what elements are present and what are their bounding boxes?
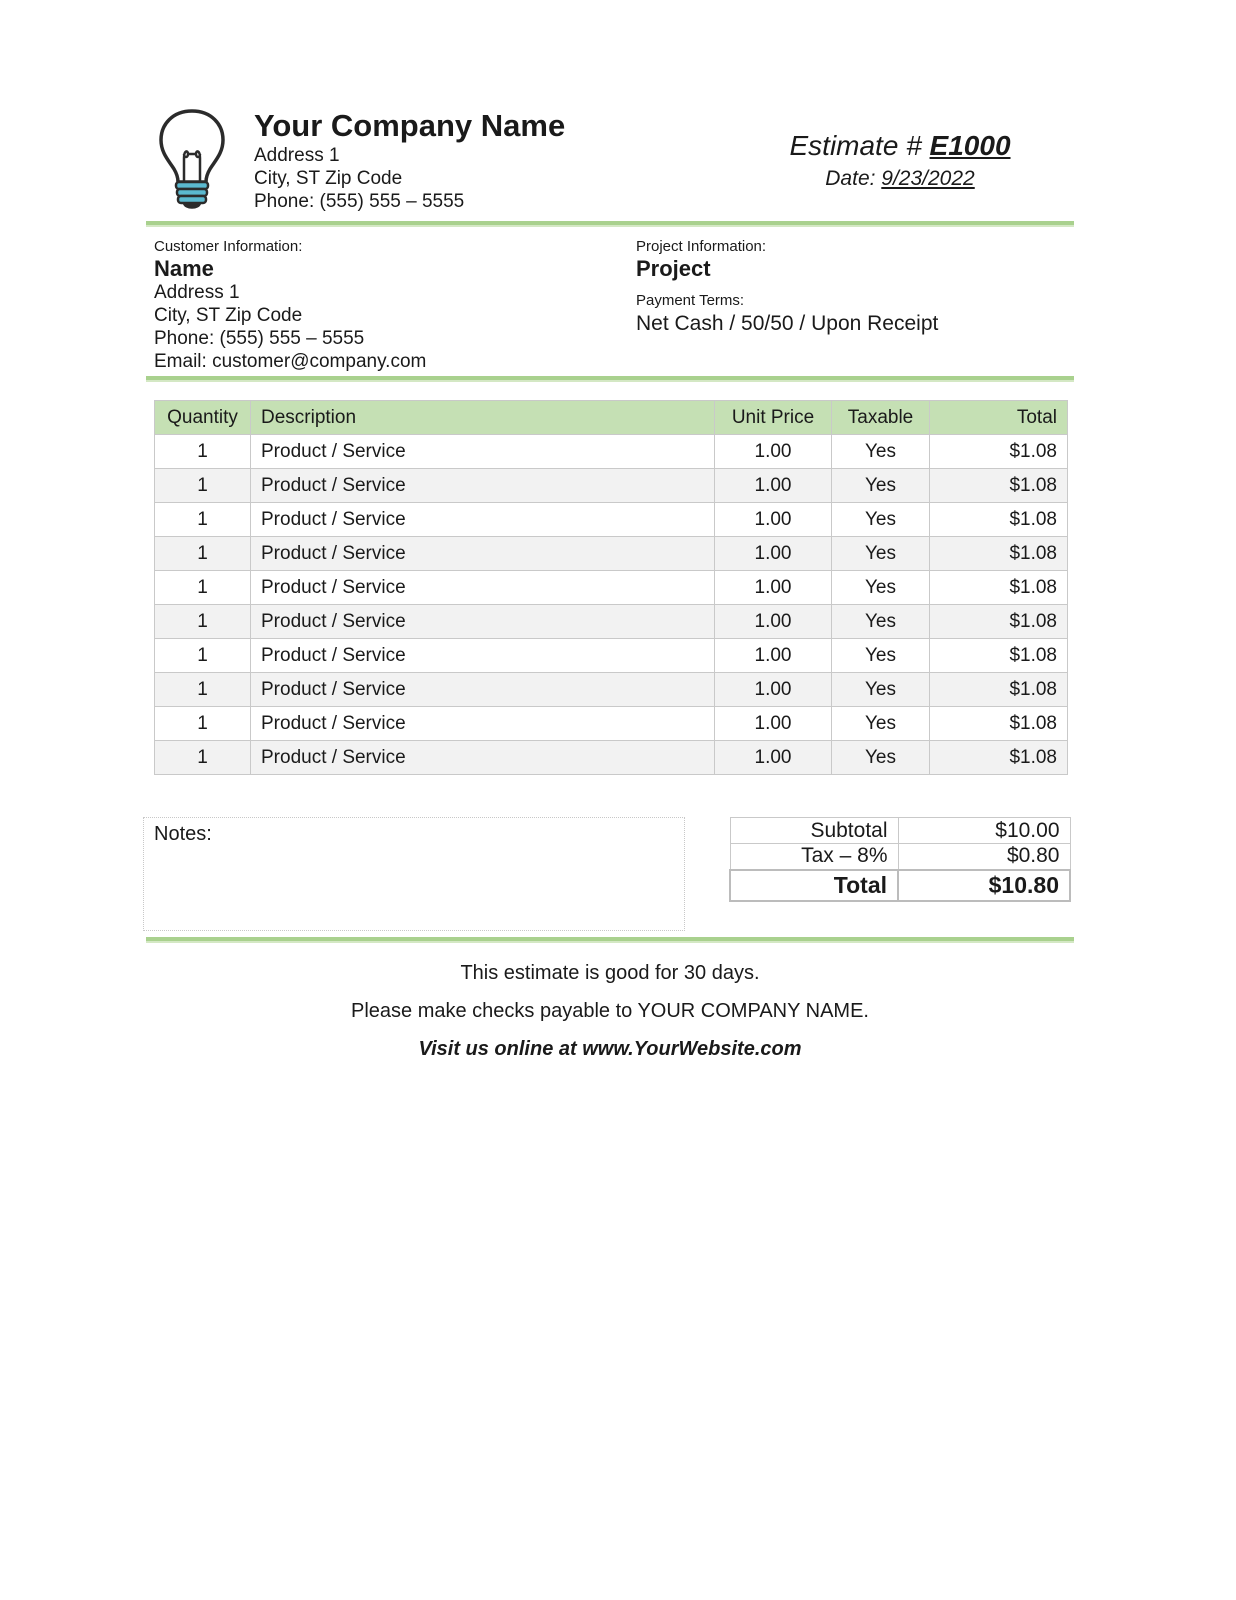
cell-taxable: Yes	[832, 435, 930, 469]
footer-checks: Please make checks payable to YOUR COMPANY NAME.	[351, 1000, 869, 1022]
footer-website: Visit us online at www.YourWebsite.com	[418, 1038, 802, 1060]
cell-quantity: 1	[155, 469, 251, 503]
customer-city: City, ST Zip Code	[154, 305, 303, 326]
cell-description: Product / Service	[251, 503, 715, 537]
customer-email: Email: customer@company.com	[154, 351, 427, 372]
cell-quantity: 1	[155, 673, 251, 707]
table-row	[155, 673, 1068, 707]
company-name: Your Company Name	[254, 108, 566, 143]
cell-taxable: Yes	[832, 571, 930, 605]
table-row	[155, 469, 1068, 503]
lightbulb-icon	[158, 108, 226, 212]
cell-total: $1.08	[930, 503, 1068, 537]
totals-table	[729, 817, 1071, 902]
cell-taxable: Yes	[832, 469, 930, 503]
customer-heading: Customer Information:	[154, 238, 303, 255]
cell-taxable: Yes	[832, 503, 930, 537]
cell-total: $1.08	[930, 435, 1068, 469]
cell-taxable: Yes	[832, 537, 930, 571]
project-name: Project	[636, 256, 711, 281]
cell-description: Product / Service	[251, 741, 715, 775]
table-row	[155, 503, 1068, 537]
tax-value: $0.80	[898, 844, 1070, 870]
cell-unit-price: 1.00	[715, 469, 832, 503]
cell-total: $1.08	[930, 537, 1068, 571]
line-items-table	[154, 400, 1068, 775]
cell-total: $1.08	[930, 707, 1068, 741]
cell-unit-price: 1.00	[715, 503, 832, 537]
divider-middle	[146, 376, 1074, 382]
cell-quantity: 1	[155, 435, 251, 469]
customer-phone: Phone: (555) 555 – 5555	[154, 328, 365, 349]
cell-quantity: 1	[155, 503, 251, 537]
header-total: Total	[930, 401, 1068, 435]
cell-description: Product / Service	[251, 605, 715, 639]
cell-unit-price: 1.00	[715, 639, 832, 673]
subtotal-label: Subtotal	[730, 818, 898, 844]
cell-quantity: 1	[155, 571, 251, 605]
table-row	[155, 435, 1068, 469]
project-heading: Project Information:	[636, 238, 767, 255]
header-unit-price: Unit Price	[715, 401, 832, 435]
cell-taxable: Yes	[832, 605, 930, 639]
estimate-label: Estimate #	[789, 130, 930, 161]
subtotal-value: $10.00	[898, 818, 1070, 844]
company-phone: Phone: (555) 555 – 5555	[254, 191, 465, 212]
table-row	[155, 741, 1068, 775]
cell-description: Product / Service	[251, 571, 715, 605]
cell-taxable: Yes	[832, 673, 930, 707]
customer-address: Address 1	[154, 282, 240, 303]
total-label: Total	[730, 870, 898, 901]
estimate-date	[780, 166, 1020, 192]
cell-unit-price: 1.00	[715, 741, 832, 775]
cell-unit-price: 1.00	[715, 435, 832, 469]
table-header-row	[155, 401, 1068, 435]
cell-unit-price: 1.00	[715, 673, 832, 707]
customer-name: Name	[154, 256, 214, 281]
cell-unit-price: 1.00	[715, 537, 832, 571]
estimate-title	[780, 129, 1020, 163]
total-value: $10.80	[898, 870, 1070, 901]
cell-taxable: Yes	[832, 741, 930, 775]
cell-description: Product / Service	[251, 435, 715, 469]
company-city: City, ST Zip Code	[254, 168, 403, 189]
footer-validity: This estimate is good for 30 days.	[460, 962, 760, 984]
tax-row	[730, 844, 1070, 870]
cell-description: Product / Service	[251, 673, 715, 707]
cell-taxable: Yes	[832, 707, 930, 741]
table-row	[155, 571, 1068, 605]
cell-description: Product / Service	[251, 707, 715, 741]
subtotal-row	[730, 818, 1070, 844]
table-row	[155, 707, 1068, 741]
cell-quantity: 1	[155, 537, 251, 571]
company-address: Address 1	[254, 145, 340, 166]
date-label: Date:	[825, 167, 882, 190]
cell-total: $1.08	[930, 639, 1068, 673]
cell-description: Product / Service	[251, 537, 715, 571]
cell-unit-price: 1.00	[715, 707, 832, 741]
total-row	[730, 870, 1070, 901]
cell-unit-price: 1.00	[715, 605, 832, 639]
payment-terms-value: Net Cash / 50/50 / Upon Receipt	[636, 312, 939, 335]
estimate-number: E1000	[929, 130, 1011, 161]
cell-total: $1.08	[930, 571, 1068, 605]
table-row	[155, 537, 1068, 571]
cell-taxable: Yes	[832, 639, 930, 673]
divider-top	[146, 221, 1074, 227]
cell-unit-price: 1.00	[715, 571, 832, 605]
payment-terms-heading: Payment Terms:	[636, 292, 745, 309]
header-taxable: Taxable	[832, 401, 930, 435]
header-description: Description	[251, 401, 715, 435]
header-quantity: Quantity	[155, 401, 251, 435]
cell-quantity: 1	[155, 605, 251, 639]
cell-quantity: 1	[155, 639, 251, 673]
notes-box	[143, 817, 685, 931]
table-row	[155, 605, 1068, 639]
cell-description: Product / Service	[251, 639, 715, 673]
cell-quantity: 1	[155, 707, 251, 741]
notes-label: Notes:	[154, 823, 212, 845]
cell-description: Product / Service	[251, 469, 715, 503]
cell-total: $1.08	[930, 605, 1068, 639]
date-value: 9/23/2022	[881, 167, 975, 190]
divider-bottom	[146, 937, 1074, 943]
cell-total: $1.08	[930, 741, 1068, 775]
cell-quantity: 1	[155, 741, 251, 775]
cell-total: $1.08	[930, 469, 1068, 503]
table-row	[155, 639, 1068, 673]
cell-total: $1.08	[930, 673, 1068, 707]
tax-label: Tax – 8%	[730, 844, 898, 870]
